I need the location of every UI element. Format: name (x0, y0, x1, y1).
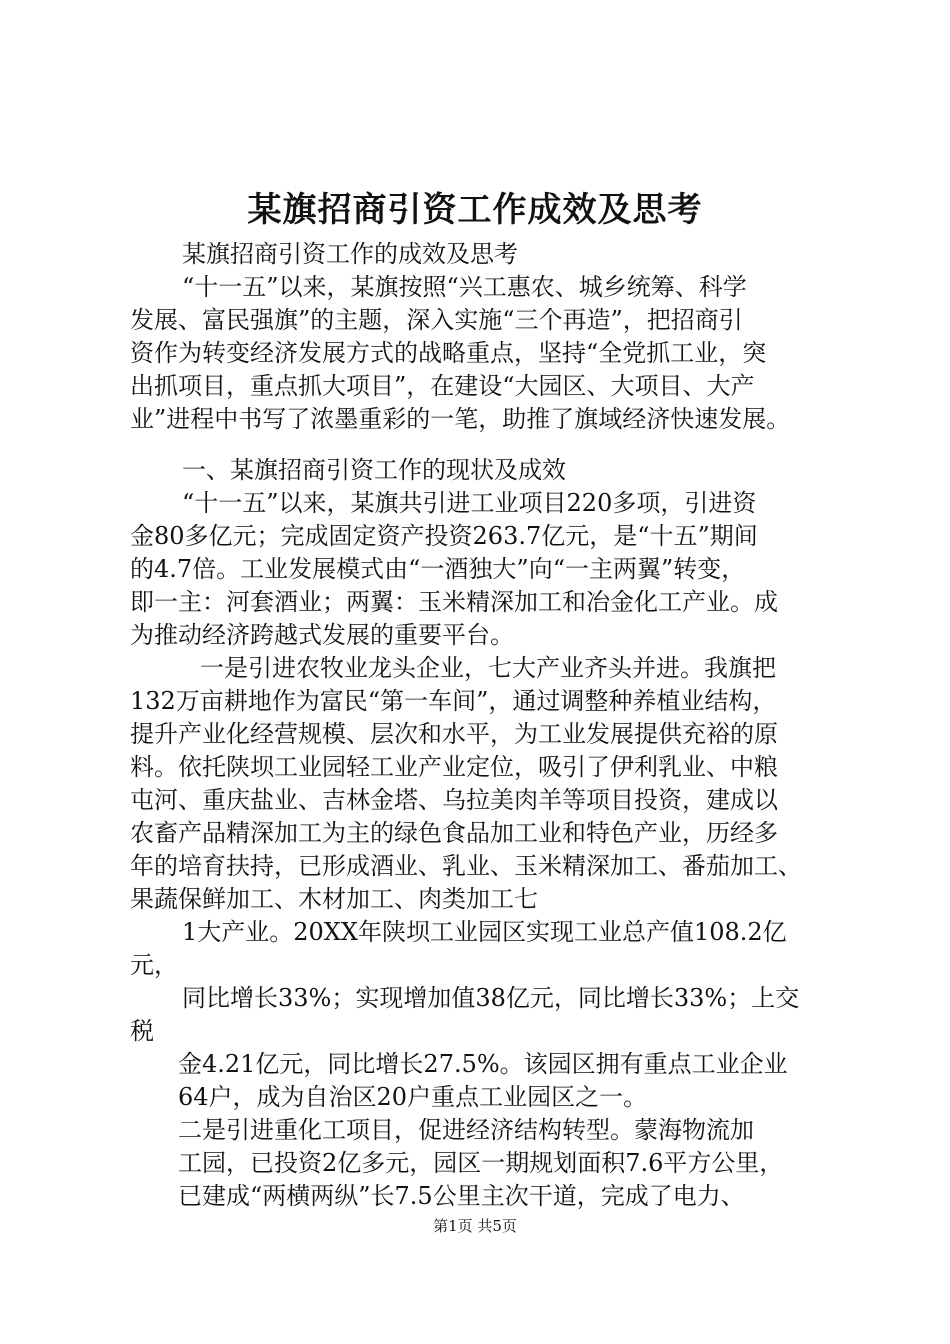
text-line: 一是引进农牧业龙头企业，七大产业齐头并进。我旗把 (200, 654, 776, 682)
text-line: 的4.7倍。工业发展模式由“一酒独大”向“一主两翼”转变， (130, 555, 746, 583)
text-line: 料。依托陕坝工业园轻工业产业定位，吸引了伊利乳业、中粮 (130, 753, 778, 781)
text-line: 64户，成为自治区20户重点工业园区之一。 (178, 1083, 648, 1111)
text-line: 出抓项目，重点抓大项目”，在建设“大园区、大项目、大产 (130, 372, 755, 400)
text-line: 工园，已投资2亿多元，园区一期规划面积7.6平方公里， (178, 1149, 784, 1177)
text-line: 1大产业。20XX年陕坝工业园区实现工业总产值108.2亿 (182, 918, 787, 946)
text-line: 某旗招商引资工作的成效及思考 (182, 240, 518, 268)
text-line: 为推动经济跨越式发展的重要平台。 (130, 621, 514, 649)
text-line: 果蔬保鲜加工、木材加工、肉类加工七 (130, 885, 538, 913)
text-line: 金4.21亿元，同比增长27.5%。该园区拥有重点工业企业 (178, 1050, 788, 1078)
text-line: 年的培育扶持，已形成酒业、乳业、玉米精深加工、番茄加工、 (130, 852, 802, 880)
text-line: 税 (130, 1017, 154, 1045)
text-line: 132万亩耕地作为富民“第一车间”，通过调整种养植业结构， (130, 687, 777, 715)
section-heading: 一、某旗招商引资工作的现状及成效 (182, 456, 566, 484)
text-line: 同比增长33%；实现增加值38亿元，同比增长33%；上交 (182, 984, 800, 1012)
document-title: 某旗招商引资工作成效及思考 (247, 190, 703, 230)
text-line: 屯河、重庆盐业、吉林金塔、乌拉美肉羊等项目投资，建成以 (130, 786, 778, 814)
text-line: 资作为转变经济发展方式的战略重点，坚持“全党抓工业，突 (130, 339, 767, 367)
text-line: 二是引进重化工项目，促进经济结构转型。蒙海物流加 (178, 1116, 754, 1144)
text-line: 元， (130, 951, 178, 979)
text-line: 金80多亿元；完成固定资产投资263.7亿元，是“十五”期间 (130, 522, 758, 550)
text-line: 发展、富民强旗”的主题，深入实施“三个再造”，把招商引 (130, 306, 743, 334)
text-line: 业”进程中书写了浓墨重彩的一笔，助推了旗域经济快速发展。 (130, 405, 791, 433)
text-line: 提升产业化经营规模、层次和水平，为工业发展提供充裕的原 (130, 720, 778, 748)
text-line: “十一五”以来，某旗共引进工业项目220多项，引进资 (182, 489, 757, 517)
text-line: “十一五”以来，某旗按照“兴工惠农、城乡统筹、科学 (182, 273, 747, 301)
text-line: 即一主：河套酒业；两翼：玉米精深加工和冶金化工产业。成 (130, 588, 778, 616)
page-footer: 第1页 共5页 (433, 1217, 517, 1235)
text-line: 已建成“两横两纵”长7.5公里主次干道，完成了电力、 (178, 1182, 745, 1210)
text-line: 农畜产品精深加工为主的绿色食品加工业和特色产业，历经多 (130, 819, 778, 847)
